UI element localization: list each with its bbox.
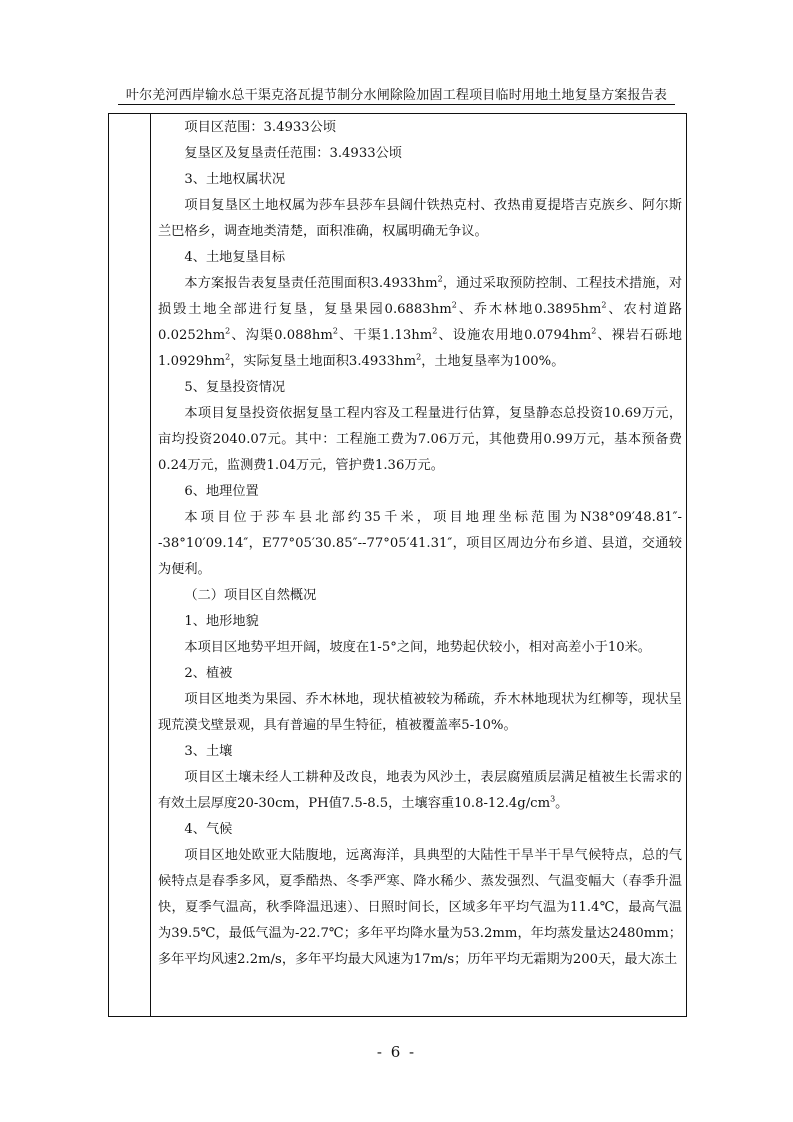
paragraph-terrain: 本项目区地势平坦开阔，坡度在1-5°之间，地势起伏较小，相对高差小于10米。 [184,640,651,655]
section-heading-soil: 3、土壤 [184,744,233,759]
section-heading-terrain: 1、地形地貌 [184,614,259,629]
project-area-line: 项目区范围：3.4933公顷 [184,120,337,135]
section-heading-climate: 4、气候 [184,822,233,837]
header-rule [118,104,675,105]
section-heading-location: 6、地理位置 [184,484,259,499]
section-heading-vegetation: 2、植被 [184,666,233,681]
paragraph-land-ownership: 项目复垦区土地权属为莎车县莎车县阔什铁热克村、孜热甫夏提塔吉克族乡、阿尔斯兰巴格乡，调查地类清楚，面积准确，权属明确无争议。 [158,198,682,239]
reclamation-area-line: 复垦区及复垦责任范围：3.4933公顷 [184,146,402,161]
table-left-column-divider [150,113,151,1017]
table-content-cell [158,115,682,973]
paragraph-climate: 项目区地处欧亚大陆腹地，远离海洋，具典型的大陆性干旱半干旱气候特点，总的气候特点是春季多风，夏季酷热、冬季严寒、降水稀少、蒸发强烈、气温变幅大（春季升温快，夏季气温高，秋季降温迅速）、日照时间长，区域多年平均气温为11.4℃，最高气温为39.5℃，最低气温为-22.7℃；多年平均降水量为53.2mm，年均蒸发量达2480mm；多年平均风速2.2m/s，多年平均最大风速为17m/s；历年平均无霜期为200天，最大冻土 [158,848,682,967]
section-heading-natural-overview: （二）项目区自然概况 [184,588,317,603]
page-number: - 6 - [376,1043,417,1061]
section-heading-investment: 5、复垦投资情况 [184,380,286,395]
page-header: 叶尔羌河西岸输水总干渠克洛瓦提节制分水闸除险加固工程项目临时用地土地复垦方案报告表 [125,88,668,103]
paragraph-investment: 本项目复垦投资依据复垦工程内容及工程量进行估算，复垦静态总投资10.69万元，亩均投资2040.07元。其中：工程施工费为7.06万元，其他费用0.99万元，基本预备费0.24万元，监测费1.04万元，管护费1.36万元。 [158,406,682,473]
section-heading-land-ownership: 3、土地权属状况 [184,172,286,187]
paragraph-soil: 项目区土壤未经人工耕种及改良，地表为风沙土，表层腐殖质层满足植被生长需求的有效土层厚度20-30cm，PH值7.5-8.5，土壤容重$10.8-12.4g/cm^3$。 [158,770,682,811]
paragraph-vegetation: 项目区地类为果园、乔木林地，现状植被较为稀疏，乔木林地现状为红柳等，现状呈现荒漠戈壁景观，具有普遍的旱生特征，植被覆盖率5-10%。 [158,692,682,733]
paragraph-location: 本项目位于莎车县北部约35千米，项目地理坐标范围为N38°09′48.81″--38°10′09.14″，E77°05′30.85″--77°05′41.31″，项目区周边分布乡道、县道，交通较为便利。 [158,510,682,577]
paragraph-reclamation-target: 本方案报告表复垦责任范围面积$3.4933hm^2$，通过采取预防控制、工程技术措施，对损毁土地全部进行复垦，复垦果园$0.6883hm^2$、乔木林地$0.3895hm^2$、农村道路$0.0252hm^2$、沟渠$0.088hm^2$、干渠$1.13hm^2$、设施农用地$0.0794hm^2$、裸岩石砾地$1.0929hm^2$，实际复垦土地面积$3.4933hm^2$，土地复垦率为100%。 [158,274,683,369]
section-heading-reclamation-target: 4、土地复垦目标 [184,250,286,265]
